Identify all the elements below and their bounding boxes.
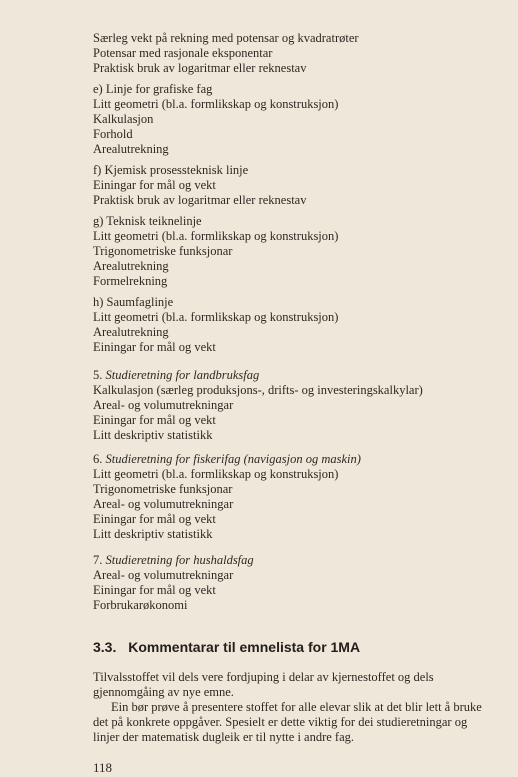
- text-line: Kalkulasjon (særleg produksjons-, drifts- og investeringskalkylar): [93, 383, 423, 397]
- paragraph: Tilvalsstoffet vil dels vere fordjuping i delar av kjernestoffet og dels gjennomgåing av nye emne.: [93, 670, 434, 699]
- section-number: 5.: [93, 368, 103, 382]
- text-line: Trigonometriske funksjonar: [93, 244, 233, 258]
- text-line: Einingar for mål og vekt: [93, 512, 216, 526]
- section-title: Studieretning for landbruksfag: [105, 368, 260, 382]
- heading-title: Kommentarar til emnelista for 1MA: [128, 639, 361, 655]
- text-line: Arealutrekning: [93, 325, 169, 339]
- text-line: Areal- og volumutrekningar: [93, 497, 234, 511]
- text-line: Arealutrekning: [93, 142, 169, 156]
- paragraph: Ein bør prøve å presentere stoffet for alle elevar slik at det blir lett å bruke det på konkrete oppgåver. Spesielt er dette viktig for dei studieretningar og linjer der matematisk dugleik er til nytte i andre fag.: [93, 700, 482, 744]
- section-number: 7.: [93, 553, 103, 567]
- text-line: Forhold: [93, 127, 133, 141]
- section-heading: [93, 452, 361, 467]
- text-line: Litt deskriptiv statistikk: [93, 428, 213, 442]
- text-line: Trigonometriske funksjonar: [93, 482, 233, 496]
- subsection-heading: e) Linje for grafiske fag: [93, 82, 213, 96]
- text-line: Einingar for mål og vekt: [93, 178, 216, 192]
- text-line: Einingar for mål og vekt: [93, 413, 216, 427]
- subsection-heading: h) Saumfaglinje: [93, 295, 174, 309]
- section-title: Studieretning for hushaldsfag: [105, 553, 254, 567]
- subsection-heading: g) Teknisk teiknelinje: [93, 214, 202, 228]
- heading-number: 3.3.: [93, 639, 117, 655]
- subsection-heading: f) Kjemisk prosessteknisk linje: [93, 163, 249, 177]
- text-line: Litt geometri (bl.a. formlikskap og konstruksjon): [93, 97, 339, 111]
- text-line: Litt geometri (bl.a. formlikskap og konstruksjon): [93, 467, 339, 481]
- text-line: Potensar med rasjonale eksponentar: [93, 46, 273, 60]
- text-line: Særleg vekt på rekning med potensar og kvadratrøter: [93, 31, 359, 45]
- text-line: Praktisk bruk av logaritmar eller reknestav: [93, 193, 307, 207]
- text-line: Einingar for mål og vekt: [93, 583, 216, 597]
- text-line: Litt deskriptiv statistikk: [93, 527, 213, 541]
- page-number: 118: [93, 760, 113, 775]
- text-line: Forbrukarøkonomi: [93, 598, 188, 612]
- text-line: Litt geometri (bl.a. formlikskap og konstruksjon): [93, 310, 339, 324]
- text-line: Kalkulasjon: [93, 112, 154, 126]
- chapter-heading: [93, 639, 360, 655]
- section-number: 6.: [93, 452, 103, 466]
- text-line: Arealutrekning: [93, 259, 169, 273]
- section-heading: [93, 368, 259, 383]
- section-title: Studieretning for fiskerifag (navigasjon og maskin): [105, 452, 361, 466]
- section-heading: [93, 553, 254, 568]
- text-line: Areal- og volumutrekningar: [93, 568, 234, 582]
- text-line: Einingar for mål og vekt: [93, 340, 216, 354]
- text-line: Formelrekning: [93, 274, 168, 288]
- text-line: Praktisk bruk av logaritmar eller reknestav: [93, 61, 307, 75]
- text-line: Areal- og volumutrekningar: [93, 398, 234, 412]
- text-line: Litt geometri (bl.a. formlikskap og konstruksjon): [93, 229, 339, 243]
